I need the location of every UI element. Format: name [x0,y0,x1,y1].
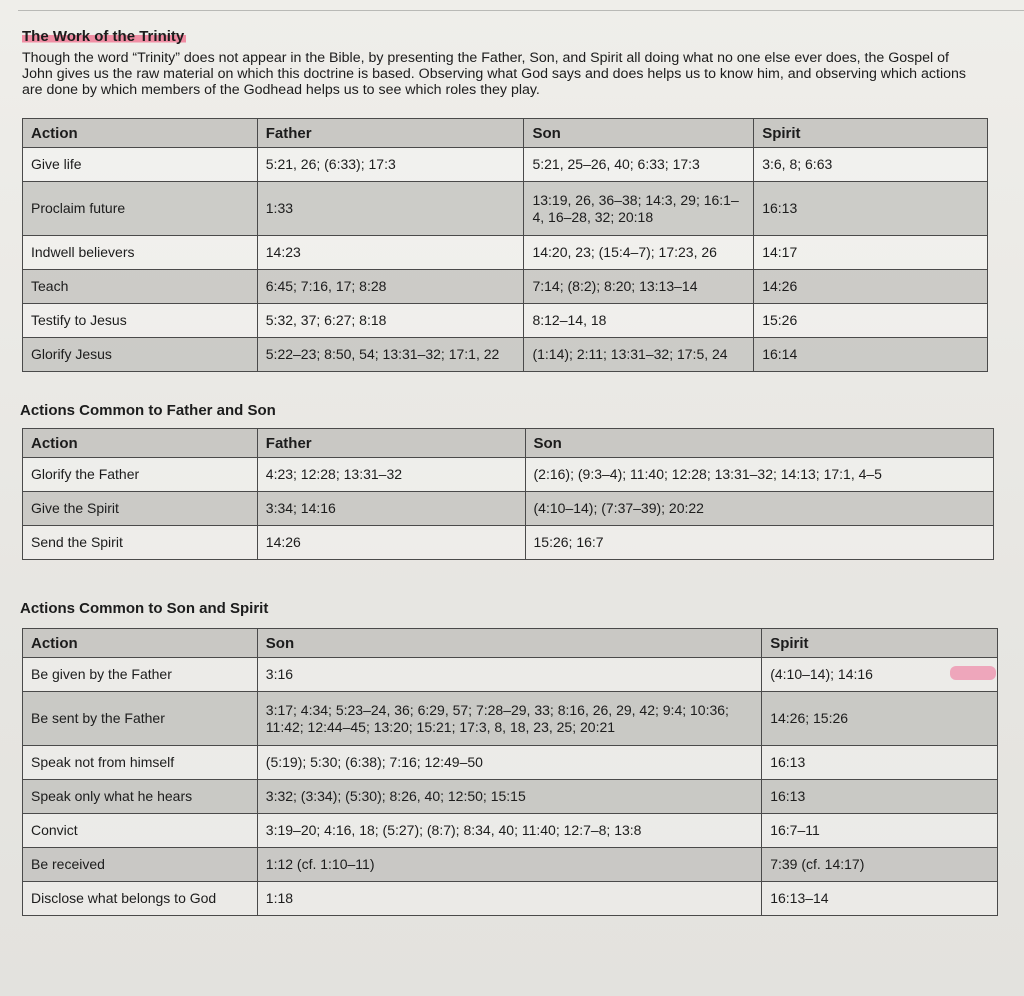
column-header: Action [23,119,258,148]
table-cell: 6:45; 7:16, 17; 8:28 [257,270,524,304]
top-rule [18,10,1024,11]
table-cell: 8:12–14, 18 [524,304,754,338]
table-cell: Disclose what belongs to God [23,882,258,916]
table-row [23,746,998,780]
table-cell: Glorify Jesus [23,338,258,372]
table-cell: 7:39 (cf. 14:17) [762,848,998,882]
column-header: Action [23,629,258,658]
table-cell: 3:17; 4:34; 5:23–24, 36; 6:29, 57; 7:28–29, 33; 8:16, 26, 29, 42; 9:4; 10:36; 11:42; 12:44–45; 13:20; 15:21; 17:3, 8, 18, 23, 25; 20:21 [257,692,761,746]
table-cell: 5:21, 25–26, 40; 6:33; 17:3 [524,148,754,182]
table-cell: 3:6, 8; 6:63 [754,148,988,182]
table-cell: Be given by the Father [23,658,258,692]
table-cell: Send the Spirit [23,526,258,560]
table-cell: 4:23; 12:28; 13:31–32 [257,458,525,492]
table-row [23,692,998,746]
table-cell: 14:17 [754,236,988,270]
table-cell: Indwell believers [23,236,258,270]
table-cell: (1:14); 2:11; 13:31–32; 17:5, 24 [524,338,754,372]
table-cell: Give life [23,148,258,182]
table-cell: 16:13 [762,780,998,814]
table-cell: 15:26; 16:7 [525,526,993,560]
trinity-actions-table [22,118,988,372]
table-row [23,458,994,492]
table-row [23,270,988,304]
table-cell: 1:33 [257,182,524,236]
table-cell: 14:20, 23; (15:4–7); 17:23, 26 [524,236,754,270]
table-header-row [23,119,988,148]
table-cell: 14:26; 15:26 [762,692,998,746]
table-cell: Proclaim future [23,182,258,236]
table-cell: 5:22–23; 8:50, 54; 13:31–32; 17:1, 22 [257,338,524,372]
table-cell: 14:23 [257,236,524,270]
table-cell: 16:14 [754,338,988,372]
table-cell: 16:13 [754,182,988,236]
table-cell: Teach [23,270,258,304]
table-cell: Convict [23,814,258,848]
column-header: Son [525,429,993,458]
column-header: Spirit [762,629,998,658]
table-row [23,814,998,848]
table-header-row [23,629,998,658]
table-cell: 16:7–11 [762,814,998,848]
table-row [23,338,988,372]
table-cell: Give the Spirit [23,492,258,526]
table-cell: Be received [23,848,258,882]
table-cell: (4:10–14); (7:37–39); 20:22 [525,492,993,526]
table-cell: 3:34; 14:16 [257,492,525,526]
column-header: Action [23,429,258,458]
father-son-table [22,428,994,560]
table-cell: (5:19); 5:30; (6:38); 7:16; 12:49–50 [257,746,761,780]
table-cell: 7:14; (8:2); 8:20; 13:13–14 [524,270,754,304]
table-row [23,658,998,692]
table-row [23,882,998,916]
section-title-son-spirit: Actions Common to Son and Spirit [20,600,269,617]
table-cell: 3:19–20; 4:16, 18; (5:27); (8:7); 8:34, 40; 11:40; 12:7–8; 13:8 [257,814,761,848]
table-cell: 1:18 [257,882,761,916]
table-cell: 5:21, 26; (6:33); 17:3 [257,148,524,182]
table-cell: Testify to Jesus [23,304,258,338]
table-row [23,182,988,236]
table-cell: 16:13 [762,746,998,780]
table-row [23,526,994,560]
table-cell: 13:19, 26, 36–38; 14:3, 29; 16:1–4, 16–28, 32; 20:18 [524,182,754,236]
table-cell: 1:12 (cf. 1:10–11) [257,848,761,882]
table-cell: Speak not from himself [23,746,258,780]
table-cell: 15:26 [754,304,988,338]
column-header: Father [257,429,525,458]
table-cell: 5:32, 37; 6:27; 8:18 [257,304,524,338]
table-cell: Glorify the Father [23,458,258,492]
table-cell: 3:32; (3:34); (5:30); 8:26, 40; 12:50; 15:15 [257,780,761,814]
son-spirit-table [22,628,998,916]
table-cell: 14:26 [754,270,988,304]
intro-paragraph: Though the word “Trinity” does not appear in the Bible, by presenting the Father, Son, and Spirit all doing what no one else ever does, the Gospel of John gives us the raw material on which this doctrine is based. Observing what God says and does helps us to know him, and observing which actions are done by which members of the Godhead helps us to see which roles they play. [22,50,966,98]
column-header: Spirit [754,119,988,148]
section-title-father-son: Actions Common to Father and Son [20,402,276,419]
table-row [23,492,994,526]
table-cell: (4:10–14); 14:16 [762,658,998,692]
column-header: Son [257,629,761,658]
table-row [23,848,998,882]
table-cell: 3:16 [257,658,761,692]
table-cell: 14:26 [257,526,525,560]
table-header-row [23,429,994,458]
page-title: The Work of the Trinity [22,28,185,45]
table-row [23,236,988,270]
table-row [23,304,988,338]
table-row [23,780,998,814]
table-row [23,148,988,182]
table-cell: Speak only what he hears [23,780,258,814]
highlighter-mark [950,666,996,680]
column-header: Son [524,119,754,148]
table-cell: Be sent by the Father [23,692,258,746]
column-header: Father [257,119,524,148]
table-cell: (2:16); (9:3–4); 11:40; 12:28; 13:31–32; 14:13; 17:1, 4–5 [525,458,993,492]
table-cell: 16:13–14 [762,882,998,916]
